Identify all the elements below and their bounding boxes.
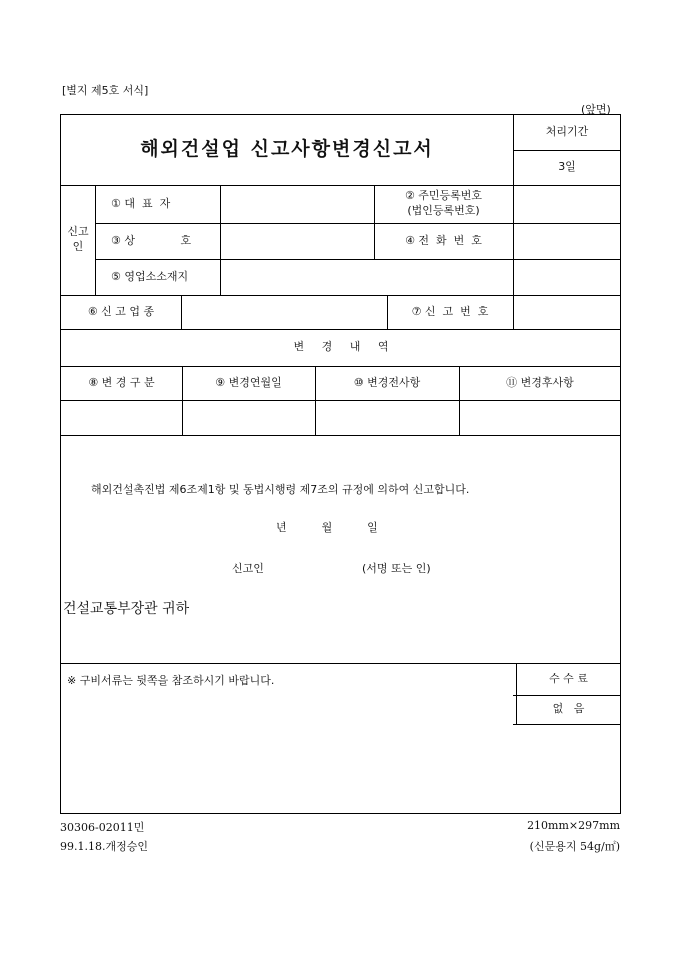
date-line: 년 월 일 — [276, 521, 378, 534]
phone-label: ④ 전 화 번 호 — [405, 233, 482, 247]
processing-period-label: 처리기간 — [545, 125, 589, 139]
form-code: 30306-02011민 — [60, 821, 145, 834]
after-change-field[interactable] — [459, 400, 621, 435]
form-number: [별지 제5호 서식] — [62, 84, 149, 97]
business-address-label: ⑤ 영업소소재지 — [111, 269, 189, 283]
report-form-table — [60, 114, 621, 814]
paper-type: (신문용지 54g/㎡) — [529, 840, 620, 853]
report-business-type-field[interactable] — [181, 295, 387, 329]
after-change-header: ⑪ 변경후사항 — [506, 375, 574, 389]
processing-period-value: 3일 — [558, 160, 576, 174]
resident-number-field[interactable] — [513, 185, 621, 223]
company-name-label: ③ 상 호 — [111, 233, 192, 247]
before-change-header: ⑩ 변경전사항 — [353, 375, 421, 389]
attachment-note: ※ 구비서류는 뒷쪽을 참조하시기 바랍니다. — [67, 674, 275, 687]
change-type-field[interactable] — [61, 400, 182, 435]
resident-number-label: ② 주민등록번호 (법인등록번호) — [404, 189, 483, 217]
signer-label: 신고인 — [232, 562, 264, 575]
recipient: 건설교통부장관 귀하 — [63, 601, 190, 617]
change-date-header: ⑨ 변경연월일 — [215, 375, 282, 389]
change-date-field[interactable] — [182, 400, 315, 435]
report-number-label: ⑦ 신 고 번 호 — [411, 304, 489, 318]
paper-size: 210mm×297mm — [527, 819, 620, 832]
declaration-statement: 해외건설촉진법 제6조제1항 및 동법시행령 제7조의 규정에 의하여 신고합니다. — [91, 483, 470, 496]
approval-date: 99.1.18.개정승인 — [60, 840, 148, 853]
fee-value: 없 음 — [552, 702, 585, 716]
before-change-field[interactable] — [315, 400, 459, 435]
change-type-header: ⑧ 변 경 구 분 — [88, 375, 155, 389]
report-number-field[interactable] — [513, 295, 621, 329]
report-business-type-label: ⑥ 신 고 업 종 — [87, 304, 155, 318]
company-name-field[interactable] — [220, 223, 374, 259]
phone-field[interactable] — [513, 223, 621, 259]
representative-label: ① 대 표 자 — [111, 196, 171, 210]
page-side-label: (앞면) — [581, 103, 611, 116]
change-details-heading: 변 경 내 역 — [293, 340, 389, 354]
form-title: 해외건설업 신고사항변경신고서 — [140, 138, 434, 161]
fee-label: 수 수 료 — [549, 671, 588, 685]
reporter-side-label: 신고 인 — [67, 225, 89, 253]
business-address-field[interactable] — [220, 259, 621, 295]
signature-hint: (서명 또는 인) — [362, 562, 431, 575]
representative-field[interactable] — [220, 185, 374, 223]
